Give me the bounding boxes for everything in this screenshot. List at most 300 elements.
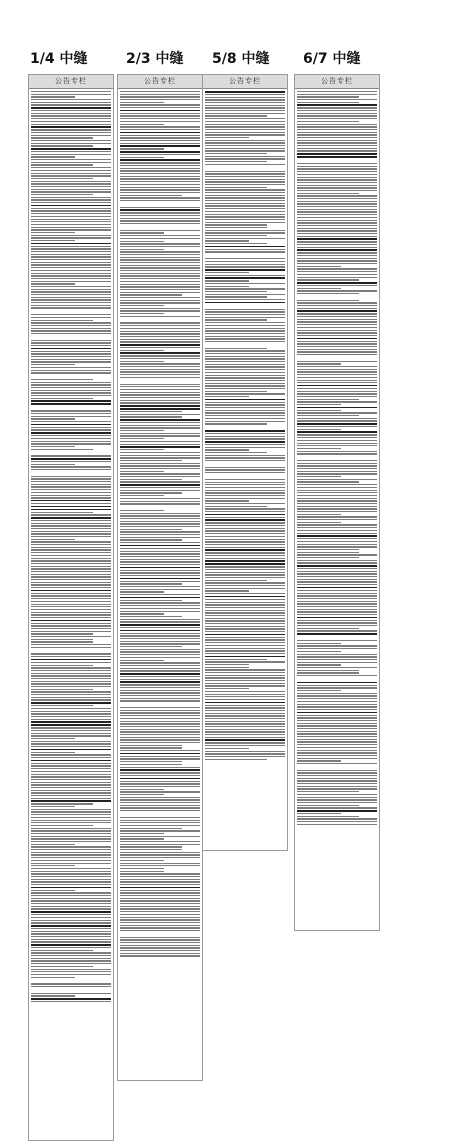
text-line [297, 698, 377, 699]
text-line [205, 375, 285, 376]
text-line [297, 783, 377, 784]
text-line [205, 626, 285, 627]
text-line [120, 778, 200, 780]
text-line [205, 338, 285, 339]
text-line [205, 421, 285, 422]
text-line [205, 377, 285, 378]
text-line [205, 121, 285, 122]
text-line [297, 401, 377, 402]
text-line [297, 741, 377, 742]
text-line [297, 96, 359, 97]
text-line [205, 572, 285, 573]
text-line [297, 258, 377, 259]
text-line [297, 371, 377, 372]
text-line [31, 995, 75, 996]
text-line [205, 514, 285, 516]
text-line [205, 522, 285, 523]
text-line [120, 251, 200, 252]
text-line [31, 857, 111, 858]
text-line [120, 333, 200, 334]
text-line [205, 393, 285, 394]
text-line [120, 591, 164, 592]
text-line [205, 311, 285, 312]
text-line [31, 884, 111, 885]
text-line [205, 656, 285, 658]
text-line [297, 725, 377, 726]
text-line [297, 332, 377, 333]
text-line [297, 824, 377, 825]
text-line [31, 625, 111, 626]
text-line [120, 578, 200, 580]
text-line [205, 197, 285, 198]
text-line [31, 830, 111, 831]
text-line [297, 179, 377, 180]
text-line [120, 635, 200, 636]
text-line [297, 374, 377, 375]
text-line [120, 411, 182, 412]
text-line [120, 737, 200, 738]
text-line [205, 596, 285, 598]
text-line [297, 750, 377, 751]
text-line [297, 687, 377, 688]
text-line [297, 113, 377, 114]
text-line [297, 443, 377, 444]
text-line [297, 690, 341, 691]
text-line [31, 528, 111, 529]
text-line [31, 566, 111, 567]
text-line [120, 545, 200, 547]
text-line [297, 198, 377, 199]
text-line [120, 325, 200, 326]
text-line [205, 441, 285, 443]
text-line [297, 115, 377, 116]
text-line [297, 260, 377, 261]
text-line [297, 460, 377, 461]
text-line [205, 418, 285, 419]
text-line [297, 129, 377, 130]
text-line [205, 539, 285, 540]
text-line [31, 887, 111, 889]
text-line [31, 639, 93, 640]
text-line [205, 612, 285, 613]
text-line [297, 238, 377, 240]
text-line [205, 296, 267, 297]
text-line [297, 230, 377, 231]
text-line [120, 159, 200, 161]
text-line [205, 707, 285, 708]
text-line [297, 709, 377, 710]
text-line [31, 156, 75, 157]
text-line [205, 558, 285, 559]
text-line [120, 721, 200, 722]
text-line [205, 110, 285, 111]
text-line [31, 868, 111, 869]
text-line [205, 533, 285, 534]
text-line [31, 792, 111, 793]
text-line [31, 421, 111, 422]
text-line [31, 833, 111, 834]
text-line [205, 317, 285, 318]
text-line [120, 207, 200, 208]
text-line [31, 598, 111, 599]
text-line [31, 403, 111, 405]
text-line [120, 908, 200, 909]
text-line [31, 307, 111, 308]
text-line [31, 952, 111, 953]
text-line [205, 650, 285, 651]
text-line [120, 189, 200, 190]
text-line [120, 278, 200, 279]
text-line [120, 602, 200, 603]
text-line [205, 219, 285, 220]
text-line [205, 721, 285, 722]
text-line [120, 542, 200, 543]
text-line [120, 668, 200, 669]
text-line [297, 346, 377, 347]
text-line [205, 723, 285, 724]
text-line [205, 137, 249, 138]
text-line [120, 756, 200, 757]
text-line [205, 358, 285, 359]
text-line [31, 601, 111, 602]
text-line [205, 544, 285, 545]
text-line [205, 659, 267, 660]
text-line [120, 515, 200, 516]
text-line [31, 705, 93, 706]
text-line [205, 447, 285, 448]
text-line [120, 490, 200, 491]
text-line [120, 753, 200, 755]
text-line [120, 608, 200, 609]
text-line [120, 246, 200, 247]
text-line [31, 205, 111, 207]
text-line [205, 153, 267, 154]
text-line [31, 302, 111, 303]
text-line [297, 134, 377, 135]
text-line [297, 813, 341, 814]
text-line [31, 449, 93, 450]
text-line [31, 895, 111, 896]
text-line [205, 511, 285, 512]
text-line [120, 734, 200, 735]
text-line [31, 208, 111, 209]
text-line [205, 173, 285, 174]
text-line [205, 574, 285, 575]
text-line [31, 849, 111, 850]
text-line [297, 810, 377, 812]
text-line [205, 490, 285, 491]
text-line [31, 121, 111, 122]
text-line [31, 552, 111, 553]
text-line [31, 221, 111, 222]
text-line [31, 779, 111, 780]
text-line [297, 423, 377, 425]
text-line [297, 511, 377, 512]
text-line [120, 854, 200, 855]
text-line [31, 283, 75, 284]
text-line [120, 300, 200, 301]
text-line [31, 506, 111, 508]
text-line [31, 400, 111, 402]
text-line [31, 752, 75, 753]
text-line [120, 126, 200, 127]
text-line [31, 617, 111, 618]
text-line [31, 492, 111, 493]
text-line [297, 656, 377, 657]
text-line [205, 261, 285, 262]
text-line [205, 291, 267, 292]
text-line [297, 327, 377, 328]
text-line [205, 685, 285, 686]
text-line [31, 356, 111, 357]
text-line [120, 953, 200, 954]
text-line [31, 787, 111, 788]
text-line [120, 860, 164, 861]
text-line [120, 184, 200, 185]
text-line [297, 752, 377, 753]
text-line [120, 900, 200, 901]
text-line [205, 294, 285, 295]
text-line [120, 200, 200, 201]
text-line [120, 187, 200, 188]
text-line [120, 939, 200, 940]
text-line [297, 177, 377, 178]
text-line [31, 854, 111, 855]
text-line [205, 444, 285, 445]
text-line [297, 791, 359, 792]
text-line [31, 733, 111, 734]
text-line [31, 469, 111, 470]
text-line [31, 795, 111, 796]
text-line [31, 297, 111, 298]
text-line [31, 104, 111, 105]
text-line [120, 305, 164, 306]
text-line [205, 702, 285, 704]
notice-text-block [203, 89, 287, 760]
text-line [31, 784, 111, 785]
text-line [297, 288, 341, 289]
text-line [297, 107, 377, 108]
text-line [31, 765, 111, 766]
text-line [205, 455, 285, 456]
text-line [297, 704, 377, 705]
text-line [31, 863, 111, 864]
text-line [120, 495, 164, 496]
text-line [120, 559, 200, 560]
text-line [297, 659, 377, 660]
text-line [205, 751, 285, 752]
text-line [120, 643, 200, 644]
text-line [205, 288, 285, 289]
text-line [120, 99, 200, 100]
text-line [205, 566, 285, 567]
text-line [120, 262, 200, 263]
text-line [31, 110, 111, 111]
text-line [205, 246, 285, 248]
text-line [120, 805, 200, 806]
text-line [120, 799, 200, 800]
text-line [31, 879, 111, 880]
text-line [297, 150, 377, 151]
text-line [31, 232, 75, 233]
text-line [205, 140, 285, 141]
text-line [297, 487, 377, 488]
text-line [205, 325, 285, 326]
text-line [31, 852, 111, 853]
text-line [31, 966, 93, 967]
text-line [297, 277, 377, 278]
text-line [120, 863, 200, 864]
text-line [297, 598, 377, 599]
text-line [297, 463, 377, 464]
text-line [31, 908, 111, 909]
text-line [120, 633, 200, 634]
text-line [120, 371, 200, 372]
text-line [205, 620, 285, 621]
text-line [297, 274, 377, 275]
text-line [120, 783, 200, 784]
text-line [31, 390, 111, 391]
text-line [205, 452, 267, 453]
text-line [297, 351, 377, 352]
text-line [120, 336, 200, 337]
text-line [31, 760, 111, 762]
text-line [31, 432, 111, 434]
text-line [120, 435, 200, 436]
text-line [297, 341, 377, 342]
text-line [120, 879, 200, 880]
text-line [205, 333, 285, 334]
text-line [120, 433, 200, 434]
text-line [205, 380, 285, 381]
text-line [120, 927, 200, 928]
text-line [120, 575, 200, 576]
text-line [31, 544, 111, 545]
text-line [205, 536, 285, 537]
text-line [205, 726, 285, 727]
text-line [120, 104, 200, 105]
text-line [31, 860, 111, 861]
text-line [205, 309, 285, 310]
text-line [31, 351, 111, 352]
text-line [120, 594, 200, 595]
text-line [205, 696, 285, 697]
text-line [120, 906, 200, 907]
text-line [31, 243, 111, 245]
text-line [31, 170, 111, 171]
text-line [205, 460, 285, 461]
text-line [120, 430, 164, 431]
text-line [297, 217, 377, 218]
text-line [205, 495, 285, 496]
text-line [297, 293, 359, 294]
text-line [120, 917, 200, 918]
text-line [297, 506, 377, 507]
text-line [31, 817, 111, 818]
text-line [120, 844, 200, 845]
text-line [31, 162, 111, 163]
text-line [205, 683, 285, 684]
text-line [297, 187, 377, 188]
text-line [120, 419, 200, 421]
text-line [205, 249, 285, 250]
text-line [120, 446, 200, 448]
text-line [120, 501, 200, 502]
text-line [297, 225, 377, 226]
text-line [120, 389, 200, 390]
text-line [31, 262, 111, 263]
text-line [297, 715, 377, 716]
text-line [120, 884, 200, 885]
text-line [297, 544, 377, 545]
text-line [297, 481, 359, 482]
text-line [120, 605, 200, 606]
text-line [31, 576, 111, 577]
text-line [297, 736, 377, 737]
text-line [297, 560, 377, 561]
text-line [205, 639, 285, 640]
text-line [120, 567, 200, 569]
text-line [120, 344, 200, 346]
text-line [31, 771, 111, 772]
text-line [297, 313, 377, 314]
text-line [297, 118, 377, 119]
text-line [297, 266, 341, 267]
text-line [297, 728, 377, 729]
text-line [297, 601, 377, 602]
text-line [205, 588, 285, 589]
text-line [120, 700, 200, 701]
text-line [205, 94, 285, 95]
text-line [120, 930, 200, 931]
text-line [31, 590, 111, 592]
text-line [31, 727, 111, 728]
text-line [31, 497, 111, 498]
text-line [120, 817, 200, 818]
column-title-2: 2/3 中缝 [126, 51, 184, 67]
text-line [120, 521, 200, 522]
text-line [31, 219, 111, 220]
text-line [120, 422, 200, 423]
text-line [120, 712, 200, 713]
text-line [205, 283, 285, 284]
text-line [205, 729, 285, 730]
text-line [31, 675, 111, 676]
text-line [205, 688, 249, 689]
text-line [297, 590, 377, 591]
text-line [120, 810, 200, 811]
text-line [31, 264, 111, 265]
text-line [297, 622, 377, 623]
text-line [31, 971, 111, 972]
text-line [120, 548, 200, 549]
text-line [120, 358, 200, 359]
text-line [120, 589, 200, 590]
text-line [297, 190, 377, 191]
text-line [297, 228, 377, 229]
text-line [31, 398, 93, 399]
text-line [297, 557, 359, 558]
text-line [297, 664, 341, 665]
text-line [31, 730, 111, 731]
text-line [120, 723, 200, 724]
text-line [205, 500, 249, 501]
text-line [205, 498, 285, 499]
text-line [31, 246, 111, 247]
text-line [120, 531, 200, 532]
text-line [120, 215, 200, 216]
text-line [205, 124, 285, 125]
